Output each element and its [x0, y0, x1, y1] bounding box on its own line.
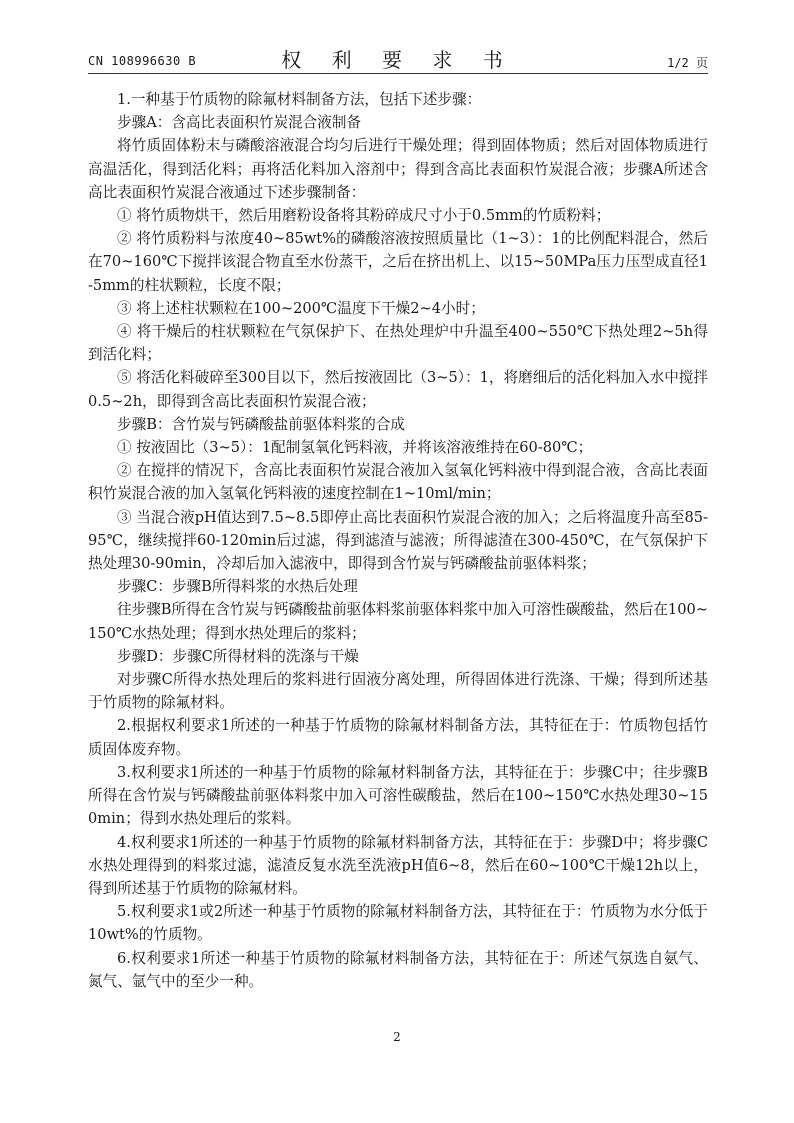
claim-paragraph: 步骤C：步骤B所得料浆的水热后处理 — [117, 578, 358, 596]
claim-paragraph: 步骤B：含竹炭与钙磷酸盐前驱体料浆的合成 — [117, 415, 406, 433]
claim-paragraph: 1.一种基于竹质物的除氟材料制备方法，包括下述步骤： — [117, 91, 482, 108]
claim-paragraph: ⑤ 将活化料破碎至300目以下，然后按液固比（3~5）：1，将磨细后的活化料加入水中搅拌0.5~2h，即得到含高比表面积竹炭混合液； — [88, 369, 708, 410]
page-number: 2 — [393, 1030, 401, 1044]
claim-paragraph: ② 将竹质粉料与浓度40~85wt%的磷酸溶液按照质量比（1~3）：1的比例配料混合，然后在70~160℃下搅拌该混合物直至水份蒸干，之后在挤出机上、以15~50MPa压力压型成直径1-5mm的柱状颗粒，长度不限； — [88, 230, 708, 294]
claim-paragraph: 5.权利要求1或2所述一种基于竹质物的除氟材料制备方法，其特征在于：竹质物为水分低于10wt%的竹质物。 — [88, 903, 708, 944]
claim-paragraph: 对步骤C所得水热处理后的浆料进行固液分离处理，所得固体进行洗涤、干燥；得到所述基于竹质物的除氟材料。 — [88, 671, 708, 712]
page-info: 1/2 页 — [667, 56, 708, 70]
claim-paragraph: 6.权利要求1所述一种基于竹质物的除氟材料制备方法，其特征在于：所述气氛选自氨气、氮气、氩气中的至少一种。 — [88, 949, 708, 990]
header-rule — [88, 73, 708, 74]
document-title: 权 利 要 求 书 — [281, 48, 515, 72]
claim-paragraph: ③ 将上述柱状颗粒在100~200℃温度下干燥2~4小时； — [117, 299, 485, 317]
claim-paragraph: 步骤A：含高比表面积竹炭混合液制备 — [117, 114, 362, 132]
claim-paragraph: ③ 当混合液pH值达到7.5~8.5即停止高比表面积竹炭混合液的加入；之后将温度升高至85-95℃，继续搅拌60-120min后过滤，得到滤渣与滤液；所得滤渣在300-450℃，在气氛保护下热处理30-90min，冷却后加入滤液中，即得到含竹炭与钙磷酸盐前驱体料浆； — [88, 508, 708, 573]
claim-paragraph: 2.根据权利要求1所述的一种基于竹质物的除氟材料制备方法，其特征在于：竹质物包括竹质固体废弃物。 — [88, 717, 708, 758]
claim-paragraph: 步骤D：步骤C所得材料的洗涤与干燥 — [117, 647, 359, 665]
claim-paragraph: ② 在搅拌的情况下，含高比表面积竹炭混合液加入氢氧化钙料液中得到混合液，含高比表面积竹炭混合液的加入氢氧化钙料液的速度控制在1~10ml/min； — [88, 462, 708, 503]
page-header — [88, 44, 708, 72]
claim-paragraph: ① 按液固比（3~5）：1配制氢氧化钙料液，并将该溶液维持在60-80℃； — [117, 439, 593, 457]
claim-paragraph: 将竹质固体粉末与磷酸溶液混合均匀后进行干燥处理；得到固体物质；然后对固体物质进行高温活化，得到活化料；再将活化料加入溶剂中；得到含高比表面积竹炭混合液；步骤A所述含高比表面积竹炭混合液通过下述步骤制备： — [88, 137, 708, 201]
claim-paragraph: 4.权利要求1所述的一种基于竹质物的除氟材料制备方法，其特征在于：步骤D中；将步骤C水热处理得到的料浆过滤，滤渣反复水洗至洗液pH值6~8，然后在60~100℃干燥12h以上，得到所述基于竹质物的除氟材料。 — [88, 833, 708, 897]
claim-paragraph: ④ 将干燥后的柱状颗粒在气氛保护下、在热处理炉中升温至400~550℃下热处理2~5h得到活化料； — [88, 323, 708, 364]
claim-paragraph: 往步骤B所得在含竹炭与钙磷酸盐前驱体料浆前驱体料浆中加入可溶性碳酸盐，然后在100~150℃水热处理；得到水热处理后的浆料； — [88, 601, 708, 642]
claim-paragraph: 3.权利要求1所述的一种基于竹质物的除氟材料制备方法，其特征在于：步骤C中；往步骤B所得在含竹炭与钙磷酸盐前驱体料浆中加入可溶性碳酸盐，然后在100~150℃水热处理30~150min；得到水热处理后的浆料。 — [88, 763, 708, 828]
publication-number: CN 108996630 B — [88, 54, 197, 68]
claims-body — [88, 88, 708, 993]
claim-paragraph: ① 将竹质物烘干，然后用磨粉设备将其粉碎成尺寸小于0.5mm的竹质粉料； — [117, 207, 611, 225]
